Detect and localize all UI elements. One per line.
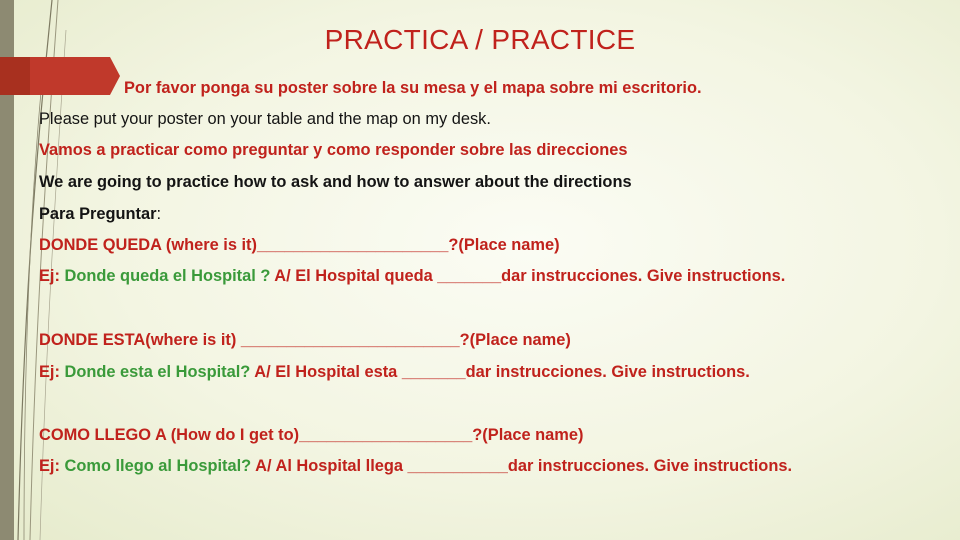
page-title: PRACTICA / PRACTICE (324, 24, 636, 55)
example-2-question: Donde esta el Hospital? (64, 363, 251, 381)
question-3: COMO LLEGO A (How do I get to)___________________?(Place name) (39, 426, 584, 444)
example-3-answer: A/ Al Hospital llega ___________dar instrucciones. Give instructions. (255, 457, 793, 475)
red-tab-shape (0, 57, 120, 95)
instruction-spanish: Por favor ponga su poster sobre la su mesa y el mapa sobre mi escritorio. (124, 79, 702, 97)
instruction-english-period: . (486, 110, 491, 128)
example-1-prefix: Ej: (39, 267, 60, 285)
section-heading-text: Para Preguntar (39, 205, 157, 223)
instruction-english (39, 110, 491, 129)
example-3-question: Como llego al Hospital? (64, 457, 252, 475)
example-2 (39, 363, 750, 382)
example-1-question: Donde queda el Hospital ? (64, 267, 271, 285)
example-2-answer: A/ El Hospital esta _______dar instrucciones. Give instructions. (254, 363, 750, 381)
section-heading-colon: : (156, 205, 162, 223)
example-1 (39, 267, 785, 286)
example-3-prefix: Ej: (39, 457, 60, 475)
instruction-english-text: Please put your poster on your table and the map on my desk (39, 110, 487, 128)
example-1-answer: A/ El Hospital queda _______dar instrucciones. Give instructions. (274, 267, 786, 285)
question-1: DONDE QUEDA (where is it)_____________________?(Place name) (39, 236, 560, 254)
section-heading (39, 205, 161, 224)
question-2: DONDE ESTA(where is it) ________________________?(Place name) (39, 331, 571, 349)
example-2-prefix: Ej: (39, 363, 60, 381)
practice-intro-english: We are going to practice how to ask and how to answer about the directions (39, 173, 632, 191)
example-3 (39, 457, 792, 476)
practice-intro-spanish: Vamos a practicar como preguntar y como responder sobre las direcciones (39, 141, 628, 159)
